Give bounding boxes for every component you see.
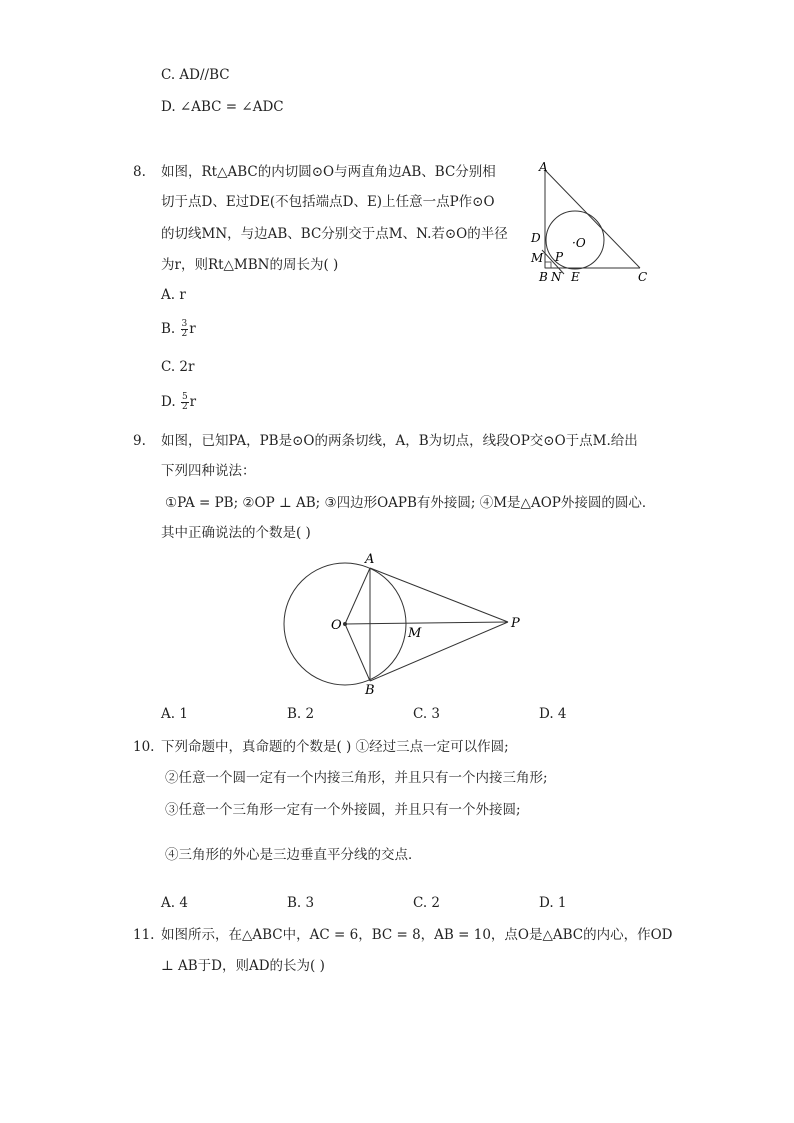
q8-option-d-label: D. xyxy=(161,394,176,410)
q10-stem-line1: 下列命题中，真命题的个数是( ) ①经过三点一定可以作圆; xyxy=(161,739,509,755)
q11-number: 11. xyxy=(133,927,155,943)
q8-option-d xyxy=(161,393,196,412)
q8-label-o: ·O xyxy=(572,236,586,250)
q9-stem-line1: 如图，已知PA，PB是⊙O的两条切线，A，B为切点，线段OP交⊙O于点M.给出 xyxy=(161,433,638,449)
q8-stem-line2: 切于点D、E过DE(不包括端点D、E)上任意一点P作⊙O xyxy=(161,194,495,210)
q10-option-b: B. 3 xyxy=(287,895,315,911)
q8-label-n: N xyxy=(551,270,562,284)
q8-label-a: A xyxy=(539,160,548,174)
q8-option-d-fraction xyxy=(181,393,189,412)
q10-statement-2: ②任意一个圆一定有一个内接三角形，并且只有一个内接三角形; xyxy=(165,770,548,786)
q10-statement-3: ③任意一个三角形一定有一个外接圆，并且只有一个外接圆; xyxy=(165,802,521,818)
q8-option-c: C. 2r xyxy=(161,359,195,375)
q8-label-p: P xyxy=(555,250,564,264)
q8-label-m: M xyxy=(531,251,544,265)
q8-stem-line1: 如图，Rt△ABC的内切圆⊙O与两直角边AB、BC分别相 xyxy=(161,164,496,180)
q8-label-e: E xyxy=(571,270,580,284)
q8-option-b-denominator: 2 xyxy=(181,329,188,339)
q7-option-c: C. AD//BC xyxy=(161,67,230,83)
q8-option-a: A. r xyxy=(161,287,186,303)
q9-label-o: O xyxy=(331,618,342,633)
q8-number: 8. xyxy=(133,164,146,180)
q11-stem-line2: ⊥ AB于D，则AD的长为( ) xyxy=(161,958,325,974)
q11-stem-line1: 如图所示，在△ABC中，AC = 6，BC = 8，AB = 10，点O是△ABC的内心，作OD xyxy=(161,927,673,943)
q10-statement-4: ④三角形的外心是三边垂直平分线的交点． xyxy=(165,847,422,863)
q9-label-a: A xyxy=(365,552,375,567)
q8-option-b-fraction xyxy=(181,320,189,339)
q8-option-b-numerator: 3 xyxy=(181,319,188,329)
q9-option-c: C. 3 xyxy=(413,706,441,722)
q9-statements: ①PA = PB; ②OP ⊥ AB; ③四边形OAPB有外接圆; ④M是△AOP外接圆的圆心． xyxy=(165,495,656,511)
q8-option-d-variable: r xyxy=(189,394,197,410)
q8-label-c: C xyxy=(638,270,648,284)
q10-number: 10. xyxy=(133,739,155,755)
q9-label-m: M xyxy=(408,626,422,641)
q9-figure xyxy=(278,548,538,700)
q8-figure xyxy=(528,156,658,288)
q8-option-b-label: B. xyxy=(161,321,176,337)
q9-option-a: A. 1 xyxy=(161,706,188,722)
q9-option-b: B. 2 xyxy=(287,706,315,722)
q9-stem-line4: 其中正确说法的个数是( ) xyxy=(161,525,311,541)
q8-stem-line3: 的切线MN，与边AB、BC分别交于点M、N.若⊙O的半径 xyxy=(161,226,508,242)
q9-stem-line2: 下列四种说法： xyxy=(161,463,256,479)
q8-label-d: D xyxy=(531,231,541,245)
q8-option-b xyxy=(161,320,196,339)
q10-option-a: A. 4 xyxy=(161,895,188,911)
q10-option-c: C. 2 xyxy=(413,895,441,911)
q7-option-d: D. ∠ABC = ∠ADC xyxy=(161,99,284,115)
q8-option-b-variable: r xyxy=(189,321,196,337)
q9-option-d: D. 4 xyxy=(539,706,567,722)
q8-option-d-denominator: 2 xyxy=(181,402,188,412)
q8-label-b: B xyxy=(539,270,548,284)
q10-option-d: D. 1 xyxy=(539,895,567,911)
q9-label-p: P xyxy=(511,616,520,631)
q9-label-b: B xyxy=(365,683,375,698)
q8-stem-line4: 为r，则Rt△MBN的周长为( ) xyxy=(161,257,339,273)
q8-option-d-numerator: 5 xyxy=(181,392,188,402)
q9-number: 9. xyxy=(133,433,146,449)
